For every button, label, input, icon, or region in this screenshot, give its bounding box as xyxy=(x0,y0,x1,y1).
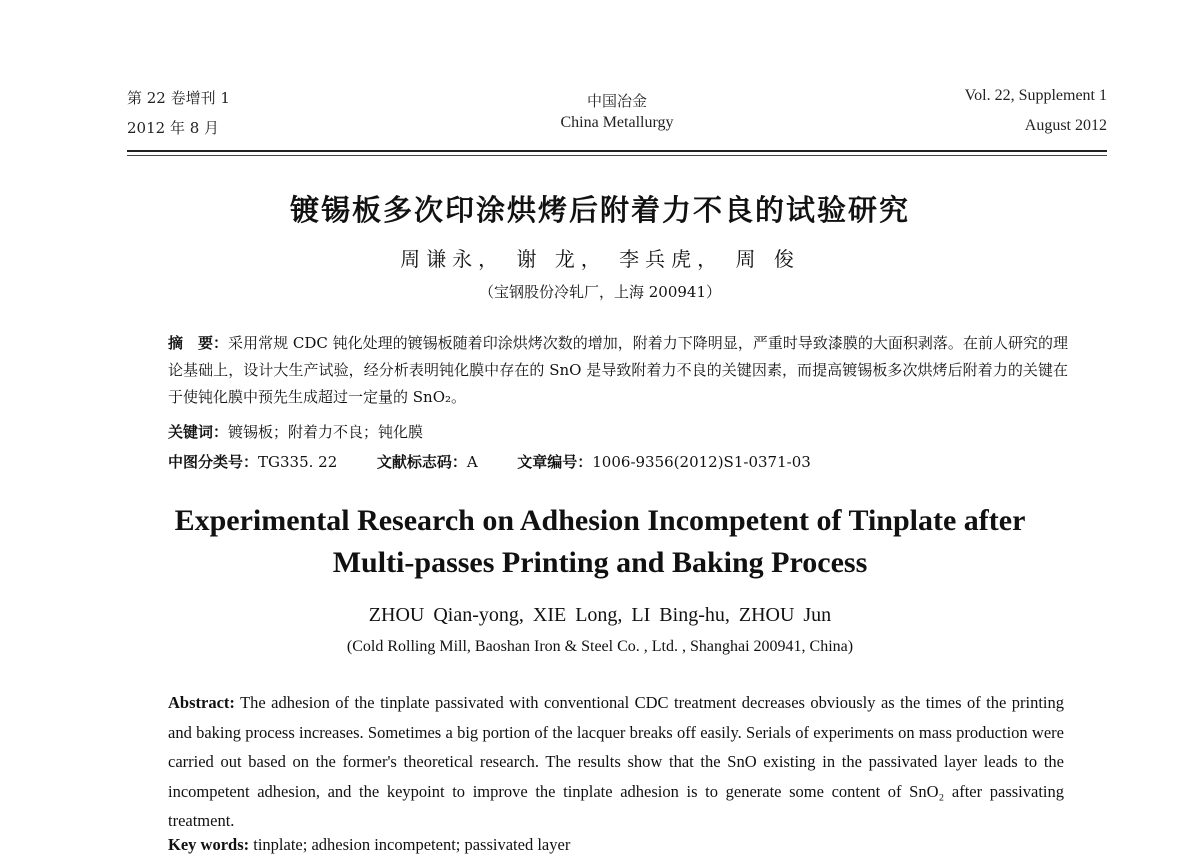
clc-label: 中图分类号： xyxy=(168,453,259,471)
keywords-text-en: tinplate; adhesion incompetent; passivated layer xyxy=(253,835,571,854)
journal-date-en: August 2012 xyxy=(1024,117,1107,134)
authors-cn: 周谦永， 谢 龙， 李兵虎， 周 俊 xyxy=(400,247,800,271)
journal-name-cn: 中国冶金 xyxy=(586,92,647,110)
keywords-en xyxy=(168,835,570,855)
abstract-label-en: Abstract: xyxy=(168,693,235,712)
classification-line xyxy=(168,451,811,472)
paper-title-en xyxy=(0,500,1200,584)
header-rule-thin xyxy=(127,155,1107,156)
journal-name-en: China Metallurgy xyxy=(560,114,674,131)
authors-en: ZHOU Qian-yong, XIE Long, LI Bing-hu, ZHOU Jun xyxy=(368,604,832,626)
paper-title-en-line2: Multi-passes Printing and Baking Process xyxy=(332,546,868,579)
doc-code-value: A xyxy=(466,453,478,471)
journal-volume-cn: 第 22 卷增刊 1 xyxy=(127,89,230,107)
journal-date-cn: 2012 年 8 月 xyxy=(127,119,220,137)
keywords-text-cn: 镀锡板；附着力不良；钝化膜 xyxy=(228,423,424,441)
article-no-value: 1006-9356(2012)S1-0371-03 xyxy=(592,453,811,471)
abstract-text-en: The adhesion of the tinplate passivated with conventional CDC treatment decreases obviously as the times of the printing and baking process increases. Sometimes a big portion of the lacquer breaks off easily. Serials of experiments on mass production were carried out based on the former's theoretical research. The results show that the SnO existing in the passivated layer leads to the incompetent adhesion, and the keypoint to improve the tinplate adhesion is to generate some content of SnO₂ after passivating treatment. xyxy=(168,693,1064,830)
affiliation-cn: （宝钢股份冷轧厂，上海 200941） xyxy=(478,283,722,301)
abstract-en xyxy=(168,688,1064,836)
paper-title-en-line1: Experimental Research on Adhesion Incompetent of Tinplate after xyxy=(174,504,1026,537)
keywords-label-cn: 关键词： xyxy=(168,423,229,441)
header-rule-thick xyxy=(127,150,1107,152)
clc-value: TG335. 22 xyxy=(258,453,338,471)
doc-code-label: 文献标志码： xyxy=(376,453,467,471)
abstract-cn xyxy=(168,330,1068,411)
abstract-label-cn: 摘 要： xyxy=(168,334,229,352)
keywords-label-en: Key words: xyxy=(168,835,250,854)
article-no-label: 文章编号： xyxy=(517,453,593,471)
paper-title-cn: 镀锡板多次印涂烘烤后附着力不良的试验研究 xyxy=(289,193,910,227)
affiliation-en: (Cold Rolling Mill, Baoshan Iron & Steel Co. , Ltd. , Shanghai 200941, China) xyxy=(346,638,854,655)
journal-volume-en: Vol. 22, Supplement 1 xyxy=(964,87,1107,104)
keywords-cn xyxy=(168,421,423,442)
abstract-text-cn: 采用常规 CDC 钝化处理的镀锡板随着印涂烘烤次数的增加，附着力下降明显，严重时导致漆膜的大面积剥落。在前人研究的理论基础上，设计大生产试验，经分析表明钝化膜中存在的 SnO 是导致附着力不良的关键因素，而提高镀锡板多次烘烤后附着力的关键在于使钝化膜中预先生成超过一定量的 SnO₂。 xyxy=(168,334,1068,406)
